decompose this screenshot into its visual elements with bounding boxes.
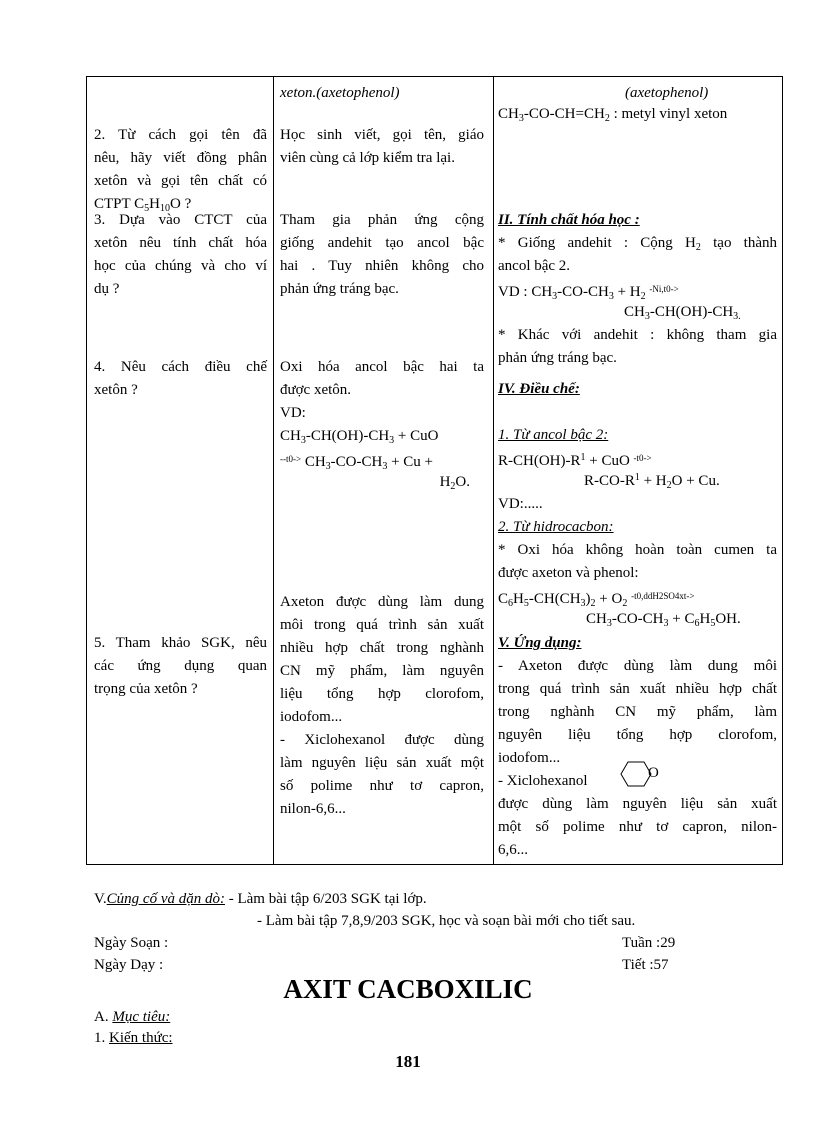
tuan-label: Tuần :29 (622, 935, 676, 951)
section-chemical-properties: II. Tính chất hóa học : * Giống andehit : Cộng $H_2$ tạo thành ancol bậc 2. VD : $CH_3-CO-CH_3 + H_2$ $^{-Ni,t0->}$ $CH_3-CH(OH)-CH_{3.}$ * Khác với andehit : không tham gia phản ứng tráng bạc. (498, 209, 777, 370)
subheading-from-alcohol: 1. Từ ancol bậc 2: (498, 427, 609, 443)
row0-col3-line1: (axetophenol) (625, 85, 709, 101)
answer-3: Tham gia phản ứng cộng giống andehit tạo ancol bậc hai . Tuy nhiên không cho phản ứng tráng bạc. (280, 212, 484, 297)
question-4: 4. Nêu cách điều chế xetôn ? (94, 359, 267, 398)
column-divider-1 (273, 77, 274, 864)
review-homework-line-1: V.Củng cố và dặn dò: - Làm bài tập 6/203 SGK tại lớp. (94, 891, 427, 907)
page-number: 181 (395, 1052, 421, 1071)
ngay-soan-label: Ngày Soạn : (94, 935, 169, 951)
section-heading-preparation: IV. Điều chế: (498, 381, 580, 397)
question-2: 2. Từ cách gọi tên đã nêu, hãy viết đồng phân xetôn và gọi tên chất có CTPT $C_5H_{10}O$ ? (94, 127, 267, 214)
objectives-heading: A. Mục tiêu: (94, 1009, 171, 1025)
row0-col2-text: xeton.(axetophenol) (280, 85, 400, 101)
row0-col3-line2: $CH_3-CO-CH=CH_2$ : metyl vinyl xeton (498, 106, 728, 124)
question-5: 5. Tham khảo SGK, nêu các ứng dụng quan trọng của xetôn ? (94, 635, 267, 697)
lesson-title: AXIT CACBOXILIC (283, 974, 533, 1004)
question-3: 3. Dựa vào CTCT của xetôn nêu tính chất hóa học của chúng và cho ví dụ ? (94, 212, 267, 297)
subheading-from-hydrocarbon: 2. Từ hidrocacbon: (498, 519, 614, 535)
column-divider-2 (493, 77, 494, 864)
section-applications: V. Ứng dụng: - Axeton được dùng làm dung môi trong quá trình sản xuất nhiều hợp chất trong nghành CN mỹ phẩm, làm nguyên liệu tổng hợp clorofom, iodofom... - Xiclohexanol được dùng làm nguyên liệu sản xuất một số polime như tơ capron, nilon- 6,6... (498, 632, 777, 862)
answer-4: Oxi hóa ancol bậc hai ta được xetôn. VD: $CH_3-CH(OH)-CH_3$ + CuO $^{--t0->}$ $CH_3-CO-CH_3 + Cu$ + $H_2O$. (280, 359, 484, 492)
tiet-label: Tiết :57 (622, 957, 669, 973)
section-heading-applications: V. Ứng dụng: (498, 635, 582, 651)
answer-5: Axeton được dùng làm dung môi trong quá trình sản xuất nhiều hợp chất trong nghành CN mỹ phẩm, làm nguyên liệu tổng hợp clorofom, iodofom... - Xiclohexanol được dùng làm nguyên liệu sản xuất một số polime như tơ capron, nilon-6,6... (280, 594, 484, 817)
knowledge-heading: 1. Kiến thức: (94, 1030, 173, 1046)
cyclohexanol-oxygen-label: O (648, 765, 659, 781)
answer-2: Học sinh viết, gọi tên, giáo viên cùng cả lớp kiểm tra lại. (280, 127, 484, 166)
review-homework-line-2: - Làm bài tập 7,8,9/203 SGK, học và soạn bài mới cho tiết sau. (257, 913, 636, 929)
ngay-day-label: Ngày Dạy : (94, 957, 164, 973)
section-heading-properties: II. Tính chất hóa học : (498, 212, 640, 228)
section-preparation: IV. Điều chế: 1. Từ ancol bậc 2: $R-CH(OH)-R^1$ + CuO $^{-t0->}$ $R-CO-R^1 + H_2O + Cu$. VD:..... 2. Từ hidrocacbon: * Oxi hóa không hoàn toàn cumen ta được axeton và phenol: $C_6H_5-CH(CH_3)_2 + O_2$ $^{-t0,ddH2SO4xt->}$ $CH_3-CO-CH_3 + C_6H_5OH$. (498, 378, 777, 631)
